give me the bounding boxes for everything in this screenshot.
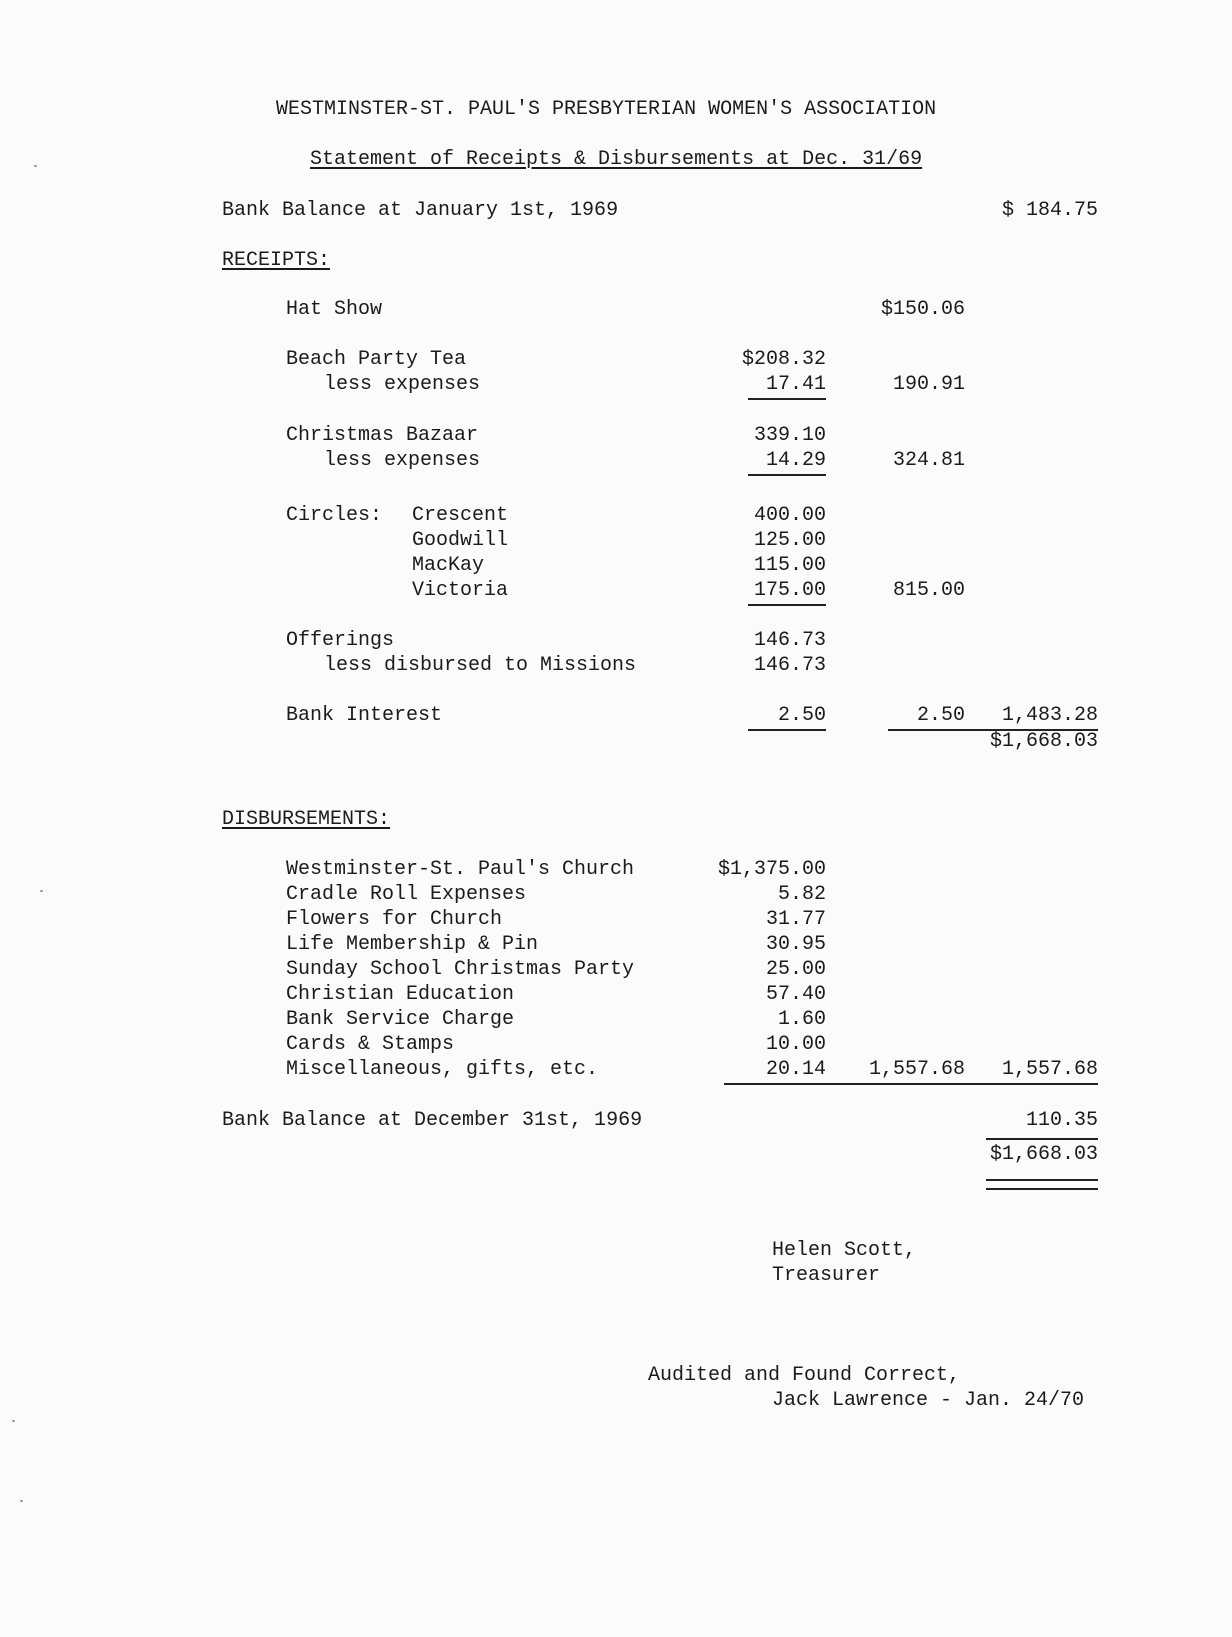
circle-name: MacKay — [412, 554, 485, 577]
bazaar-label: Christmas Bazaar — [286, 424, 479, 447]
offerings-less-label: less disbursed to Missions — [324, 654, 637, 677]
disbursement-label: Cradle Roll Expenses — [286, 883, 527, 906]
disbursement-label: Christian Education — [286, 983, 515, 1006]
disbursement-amount: 5.82 — [777, 883, 826, 906]
double-rule-top — [986, 1179, 1098, 1181]
circles-net: 815.00 — [892, 579, 965, 602]
disbursement-amount: 1.60 — [777, 1008, 826, 1031]
disbursements-heading: DISBURSEMENTS: — [222, 808, 391, 831]
disbursement-label: Sunday School Christmas Party — [286, 958, 635, 981]
circle-name: Goodwill — [412, 529, 509, 552]
circle-amount: 175.00 — [753, 579, 826, 602]
beach-party-expenses: 17.41 — [765, 373, 826, 396]
closing-grand-total: $1,668.03 — [989, 1143, 1098, 1166]
disbursement-amount: $1,375.00 — [717, 858, 826, 881]
closing-balance-amount: 110.35 — [1025, 1109, 1098, 1132]
receipts-total: 1,483.28 — [1001, 704, 1098, 727]
disbursement-label: Miscellaneous, gifts, etc. — [286, 1058, 599, 1081]
disbursement-label: Westminster-St. Paul's Church — [286, 858, 635, 881]
beach-party-rule — [748, 398, 826, 400]
beach-party-gross: $208.32 — [741, 348, 826, 371]
bazaar-net: 324.81 — [892, 449, 965, 472]
bazaar-rule — [748, 474, 826, 476]
opening-balance-label: Bank Balance at January 1st, 1969 — [222, 199, 619, 222]
disbursement-label: Flowers for Church — [286, 908, 503, 931]
interest-amount: 2.50 — [777, 704, 826, 727]
audit-line-2: Jack Lawrence - Jan. 24/70 — [772, 1389, 1085, 1412]
hat-show-net: $150.06 — [880, 298, 965, 321]
disbursements-total: 1,557.68 — [1001, 1058, 1098, 1081]
circles-rule — [748, 604, 826, 606]
disbursement-amount: 20.14 — [765, 1058, 826, 1081]
circles-label: Circles: — [286, 504, 383, 527]
interest-label: Bank Interest — [286, 704, 443, 727]
double-rule-bottom — [986, 1188, 1098, 1190]
disbursement-amount: 10.00 — [765, 1033, 826, 1056]
offerings-label: Offerings — [286, 629, 395, 652]
beach-party-net: 190.91 — [892, 373, 965, 396]
bazaar-expenses: 14.29 — [765, 449, 826, 472]
disbursement-label: Cards & Stamps — [286, 1033, 455, 1056]
offerings-less-amount: 146.73 — [753, 654, 826, 677]
paper-speck — [20, 1500, 23, 1502]
beach-party-expenses-label: less expenses — [324, 373, 481, 396]
disbursements-rule — [724, 1083, 1098, 1085]
beach-party-label: Beach Party Tea — [286, 348, 467, 371]
paper-speck — [12, 1420, 15, 1422]
offerings-amount: 146.73 — [753, 629, 826, 652]
paper-speck — [40, 890, 43, 892]
audit-line-1: Audited and Found Correct, — [648, 1364, 961, 1387]
paper-speck — [34, 165, 37, 167]
hat-show-label: Hat Show — [286, 298, 383, 321]
document-subtitle: Statement of Receipts & Disbursements at Dec. 31/69 — [310, 148, 923, 171]
opening-balance-amount: $ 184.75 — [1001, 199, 1098, 222]
receipts-heading: RECEIPTS: — [222, 249, 331, 272]
circle-amount: 400.00 — [753, 504, 826, 527]
interest-net: 2.50 — [916, 704, 965, 727]
closing-rule — [986, 1138, 1098, 1140]
disbursement-amount: 30.95 — [765, 933, 826, 956]
disbursements-subtotal: 1,557.68 — [868, 1058, 965, 1081]
disbursement-label: Bank Service Charge — [286, 1008, 515, 1031]
disbursement-amount: 57.40 — [765, 983, 826, 1006]
circle-amount: 125.00 — [753, 529, 826, 552]
circle-name: Crescent — [412, 504, 509, 527]
interest-rule — [748, 729, 826, 731]
circle-amount: 115.00 — [753, 554, 826, 577]
treasurer-name: Helen Scott, — [772, 1239, 917, 1262]
document-title: WESTMINSTER-ST. PAUL'S PRESBYTERIAN WOMEN'S ASSOCIATION — [276, 98, 937, 121]
disbursement-label: Life Membership & Pin — [286, 933, 539, 956]
treasurer-role: Treasurer — [772, 1264, 881, 1287]
circle-name: Victoria — [412, 579, 509, 602]
disbursement-amount: 25.00 — [765, 958, 826, 981]
bazaar-gross: 339.10 — [753, 424, 826, 447]
closing-balance-label: Bank Balance at December 31st, 1969 — [222, 1109, 643, 1132]
bazaar-expenses-label: less expenses — [324, 449, 481, 472]
disbursement-amount: 31.77 — [765, 908, 826, 931]
receipts-grand-total: $1,668.03 — [989, 730, 1098, 753]
